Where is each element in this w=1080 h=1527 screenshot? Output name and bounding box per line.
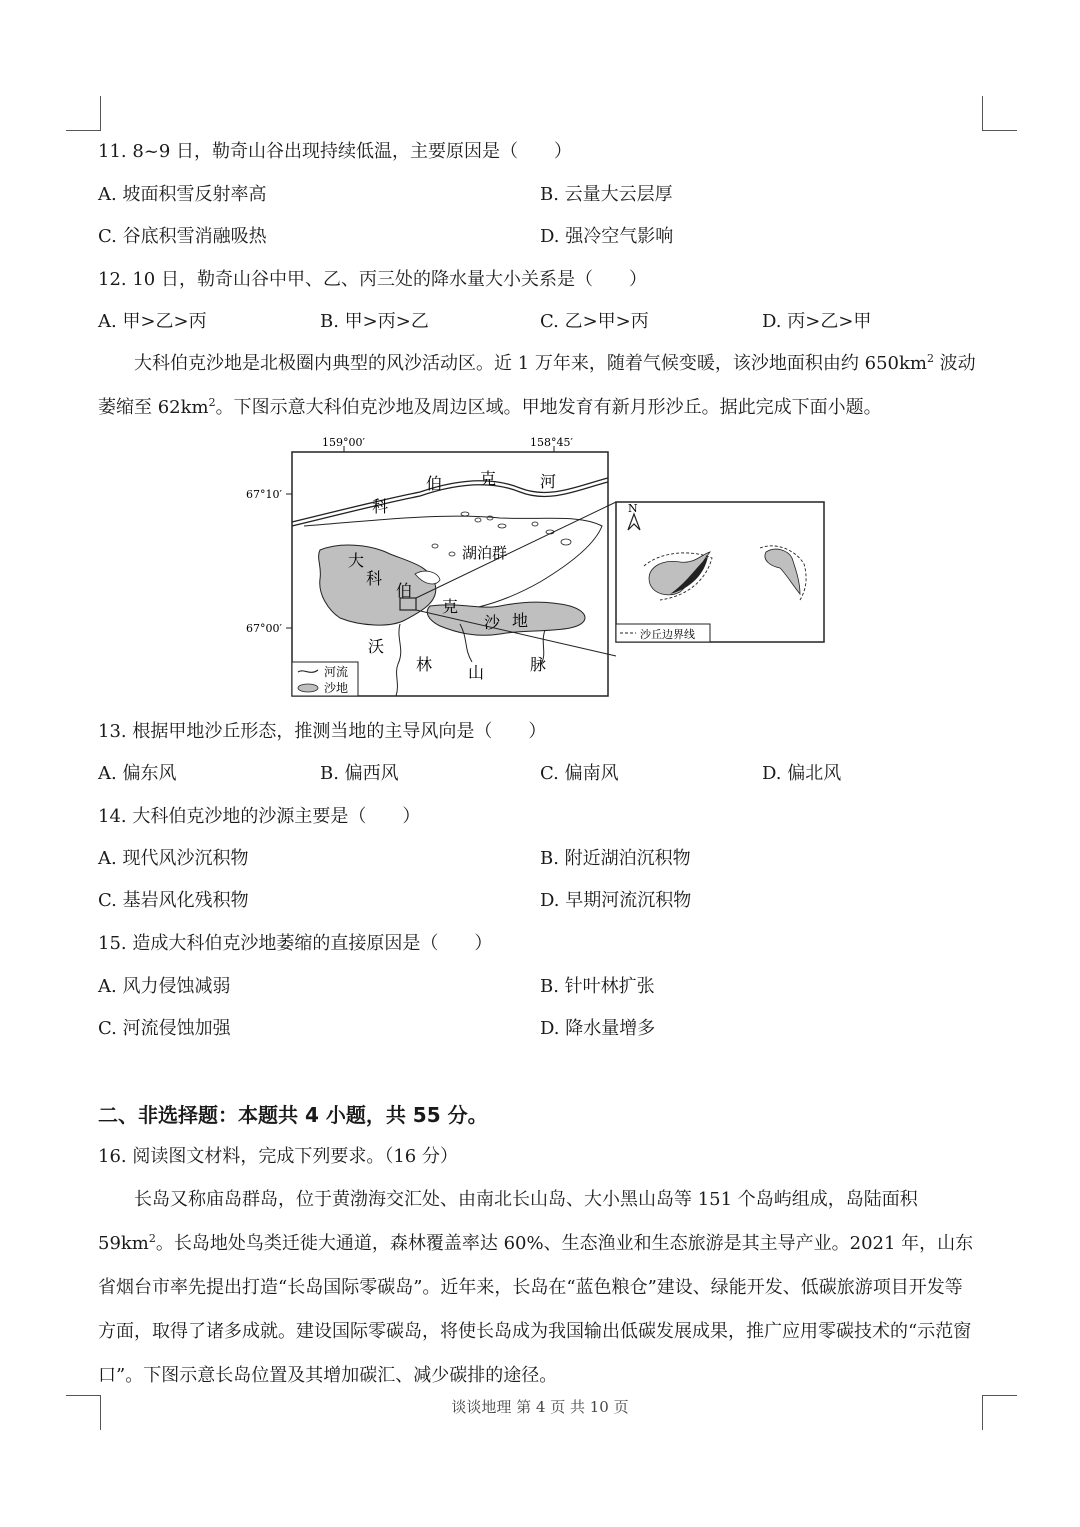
question-12-option-d[interactable]: D. 丙>乙>甲 — [762, 311, 872, 332]
page-footer: 谈谈地理 第 4 页 共 10 页 — [451, 1398, 629, 1416]
question-15-option-a[interactable]: A. 风力侵蚀减弱 — [98, 976, 231, 997]
question-15-option-d[interactable]: D. 降水量增多 — [540, 1018, 656, 1039]
inset-legend-dune-boundary: 沙丘边界线 — [640, 628, 695, 641]
mountain-char-1: 沃 — [368, 637, 385, 656]
question-11-stem: 11. 8~9 日，勒奇山谷出现持续低温，主要原因是（ ） — [98, 141, 573, 162]
question-13-option-c[interactable]: C. 偏南风 — [540, 763, 619, 784]
question-12-stem: 12. 10 日，勒奇山谷中甲、乙、丙三处的降水量大小关系是（ ） — [98, 269, 647, 290]
mountain-char-4: 脉 — [530, 655, 547, 674]
question-12-option-c[interactable]: C. 乙>甲>丙 — [540, 311, 649, 332]
main-map — [246, 436, 608, 696]
north-label: N — [628, 502, 638, 515]
question-14-option-a[interactable]: A. 现代风沙沉积物 — [98, 848, 249, 869]
question-14-option-c[interactable]: C. 基岩风化残积物 — [98, 890, 249, 911]
question-11-option-c[interactable]: C. 谷底积雪消融吸热 — [98, 226, 267, 247]
sand-char-2: 科 — [366, 569, 383, 588]
question-16-stem: 16. 阅读图文材料，完成下列要求。（16 分） — [98, 1146, 458, 1167]
lat-bottom-label: 67°00′ — [246, 622, 282, 635]
lon-right-label: 158°45′ — [530, 436, 573, 449]
sand-char-3: 伯 — [396, 581, 413, 600]
question-13-stem: 13. 根据甲地沙丘形态，推测当地的主导风向是（ ） — [98, 721, 547, 742]
sand-char-6: 地 — [512, 611, 529, 630]
crop-mark-top-right — [982, 96, 1017, 131]
passage-sandland: 大科伯克沙地是北极圈内典型的风沙活动区。近 1 万年来，随着气候变暖，该沙地面积由约 $650km^2$ 波动萎缩至 $62km^2$。下图示意大科伯克沙地及周边区域。甲地发育有新月形沙丘。据此完成下面小题。 — [98, 352, 976, 418]
question-14-option-b[interactable]: B. 附近湖泊沉积物 — [540, 848, 691, 869]
lat-top-label: 67°10′ — [246, 488, 282, 501]
question-11-option-b[interactable]: B. 云量大云层厚 — [540, 184, 673, 205]
lake-group-label: 湖泊群 — [462, 544, 508, 562]
sand-char-4: 克 — [442, 597, 459, 616]
legend-river: 河流 — [324, 665, 349, 679]
river-char-2: 伯 — [426, 474, 443, 493]
question-13-option-b[interactable]: B. 偏西风 — [320, 763, 399, 784]
sand-char-1: 大 — [348, 551, 365, 570]
question-13-option-d[interactable]: D. 偏北风 — [762, 763, 842, 784]
river-char-1: 科 — [372, 497, 389, 516]
question-15-option-b[interactable]: B. 针叶林扩张 — [540, 976, 655, 997]
crop-mark-top-left — [66, 96, 101, 131]
question-12-option-a[interactable]: A. 甲>乙>丙 — [98, 311, 207, 332]
river-char-3: 克 — [480, 469, 497, 488]
lon-left-label: 159°00′ — [322, 436, 365, 449]
question-12-option-b[interactable]: B. 甲>丙>乙 — [320, 311, 429, 332]
question-15-option-c[interactable]: C. 河流侵蚀加强 — [98, 1018, 231, 1039]
sand-char-5: 沙 — [484, 613, 501, 632]
question-14-option-d[interactable]: D. 早期河流沉积物 — [540, 890, 692, 911]
question-11-option-d[interactable]: D. 强冷空气影响 — [540, 226, 674, 247]
river-char-4: 河 — [540, 472, 557, 491]
mountain-char-2: 林 — [416, 655, 433, 674]
dune-inset — [616, 502, 824, 642]
question-11-option-a[interactable]: A. 坡面积雪反射率高 — [98, 184, 267, 205]
legend-sand: 沙地 — [324, 681, 349, 695]
question-13-option-a[interactable]: A. 偏东风 — [98, 763, 177, 784]
mountain-char-3: 山 — [468, 663, 485, 682]
sandland-map — [240, 434, 840, 704]
question-14-stem: 14. 大科伯克沙地的沙源主要是（ ） — [98, 806, 421, 827]
passage-changdao: 长岛又称庙岛群岛，位于黄渤海交汇处、由南北长山岛、大小黑山岛等 151 个岛屿组成，岛陆面积 $59km^2$。长岛地处鸟类迁徙大通道，森林覆盖率达 60%、生态渔业和生态旅游是其主导产业。2021 年，山东省烟台市率先提出打造“长岛国际零碳岛”。近年来，长岛在“蓝色粮仓”建设、绿能开发、低碳旅游项目开发等方面，取得了诸多成就。建设国际零碳岛，将使长岛成为我国输出低碳发展成果，推广应用零碳技术的“示范窗口”。下图示意长岛位置及其增加碳汇、减少碳排的途径。 — [98, 1189, 974, 1386]
question-15-stem: 15. 造成大科伯克沙地萎缩的直接原因是（ ） — [98, 933, 493, 954]
section-2-heading: 二、非选择题：本题共 4 小题，共 55 分。 — [98, 1103, 488, 1127]
